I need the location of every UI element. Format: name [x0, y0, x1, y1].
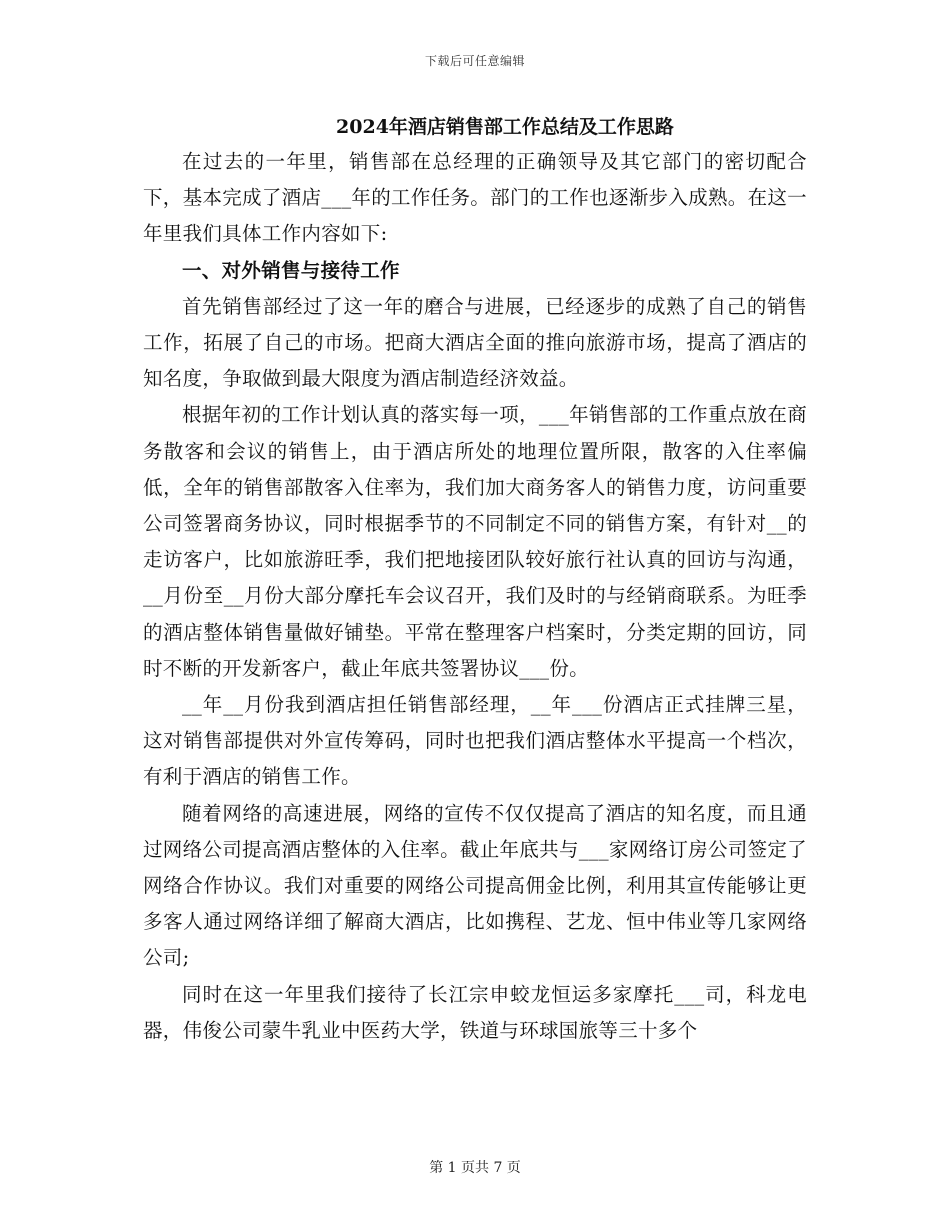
paragraph-manager-appointment: __年__月份我到酒店担任销售部经理，__年___份酒店正式挂牌三星，这对销售部提供对外宣传筹码，同时也把我们酒店整体水平提高一个档次，有利于酒店的销售工作。 — [143, 693, 807, 789]
paragraph-sales-maturity: 首先销售部经过了这一年的磨合与进展，已经逐步的成熟了自己的销售工作，拓展了自己的市场。把商大酒店全面的推向旅游市场，提高了酒店的知名度，争取做到最大限度为酒店制造经济效益。 — [143, 294, 807, 391]
paragraph-network-promotion: 随着网络的高速进展，网络的宣传不仅仅提高了酒店的知名度，而且通过网络公司提高酒店整体的入住率。截止年底共与___家网络订房公司签定了网络合作协议。我们对重要的网络公司提高佣金比例，利用其宣传能够让更多客人通过网络详细了解商大酒店，比如携程、艺龙、恒中伟业等几家网络公司; — [143, 801, 807, 970]
header-note: 下载后可任意编辑 — [424, 54, 525, 68]
page-footer: 第 1 页共 7 页 — [429, 1160, 521, 1176]
paragraph-intro: 在过去的一年里，销售部在总经理的正确领导及其它部门的密切配合下，基本完成了酒店___年的工作任务。部门的工作也逐渐步入成熟。在这一年里我们具体工作内容如下: — [143, 150, 807, 246]
document-title: 2024年酒店销售部工作总结及工作思路 — [336, 116, 674, 138]
paragraph-reception: 同时在这一年里我们接待了长江宗申蛟龙恒运多家摩托___司，科龙电器，伟俊公司蒙牛乳业中医药大学，铁道与环球国旅等三十多个 — [143, 982, 807, 1042]
document-body — [143, 112, 807, 1049]
paragraph-work-plan: 根据年初的工作计划认真的落实每一项，___年销售部的工作重点放在商务散客和会议的销售上，由于酒店所处的地理位置所限，散客的入住率偏低，全年的销售部散客入住率为，我们加大商务客人的销售力度，访问重要公司签署商务协议，同时根据季节的不同制定不同的销售方案，有针对__的走访客户，比如旅游旺季，我们把地接团队较好旅行社认真的回访与沟通，__月份至__月份大部分摩托车会议召开，我们及时的与经销商联系。为旺季的酒店整体销售量做好铺垫。平常在整理客户档案时，分类定期的回访，同时不断的开发新客户，截止年底共签署协议___份。 — [143, 403, 807, 680]
section-heading: 一、对外销售与接待工作 — [182, 258, 400, 282]
